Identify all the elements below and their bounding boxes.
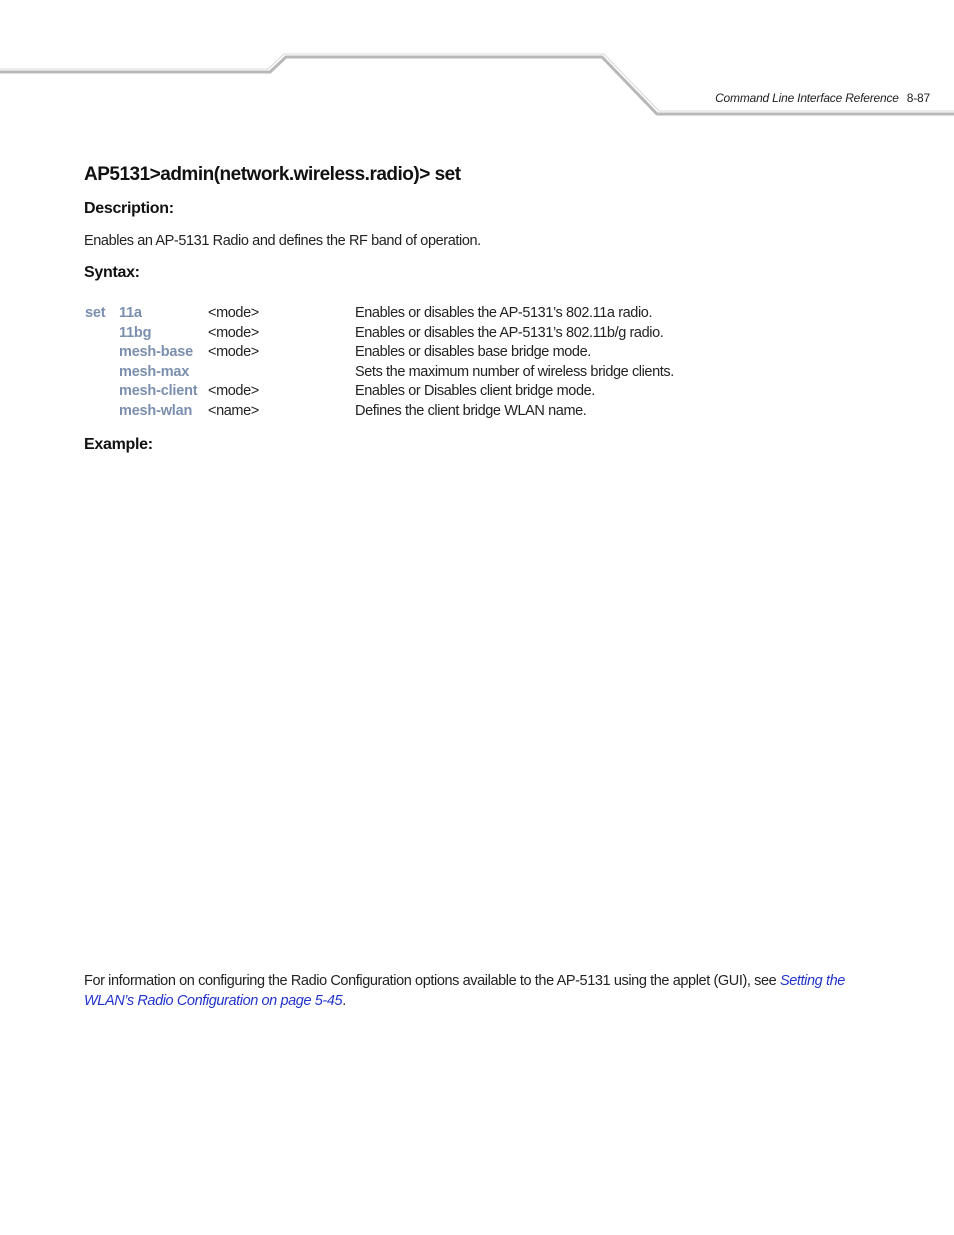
option-description: Enables or disables the AP-5131’s 802.11b/g radio. — [355, 324, 664, 341]
syntax-heading: Syntax: — [84, 264, 140, 281]
command-title: AP5131>admin(network.wireless.radio)> set — [84, 164, 461, 185]
syntax-row — [84, 325, 884, 345]
option-argument: <mode> — [208, 324, 259, 341]
option-keyword: mesh-base — [119, 344, 193, 360]
cross-reference-link[interactable]: Setting the WLAN’s Radio Configuration on page 5-45 — [84, 973, 845, 1009]
option-keyword: mesh-wlan — [119, 402, 193, 419]
option-description: Enables or disables base bridge mode. — [355, 344, 591, 360]
running-title: Command Line Interface Reference — [715, 91, 899, 105]
syntax-row — [84, 403, 884, 423]
description-text: Enables an AP-5131 Radio and defines the RF band of operation. — [84, 233, 481, 249]
running-header — [715, 91, 930, 105]
syntax-row — [84, 344, 884, 364]
option-argument: <name> — [208, 402, 259, 419]
set-keyword: set — [85, 305, 106, 321]
option-argument: <mode> — [208, 344, 259, 360]
option-keyword: 11bg — [119, 324, 152, 341]
option-keyword: mesh-client — [119, 383, 198, 399]
description-heading: Description: — [84, 200, 174, 217]
gui-reference-note — [84, 972, 884, 1011]
option-argument: <mode> — [208, 305, 259, 321]
option-description: Enables or Disables client bridge mode. — [355, 383, 595, 399]
option-description: Defines the client bridge WLAN name. — [355, 402, 587, 419]
option-keyword: mesh-max — [119, 363, 190, 380]
option-description: Enables or disables the AP-5131’s 802.11a radio. — [355, 305, 653, 321]
note-end: . — [342, 992, 346, 1009]
example-heading: Example: — [84, 436, 153, 453]
option-keyword: 11a — [119, 305, 142, 321]
option-description: Sets the maximum number of wireless bridge clients. — [355, 363, 674, 380]
syntax-row — [84, 364, 884, 384]
syntax-row — [84, 305, 884, 325]
option-argument: <mode> — [208, 383, 259, 399]
page-number: 8-87 — [906, 91, 930, 105]
syntax-row — [84, 383, 884, 403]
syntax-table — [84, 305, 884, 422]
note-text: For information on configuring the Radio Configuration options available to the AP-5131 using the applet (GUI), see — [84, 973, 780, 989]
